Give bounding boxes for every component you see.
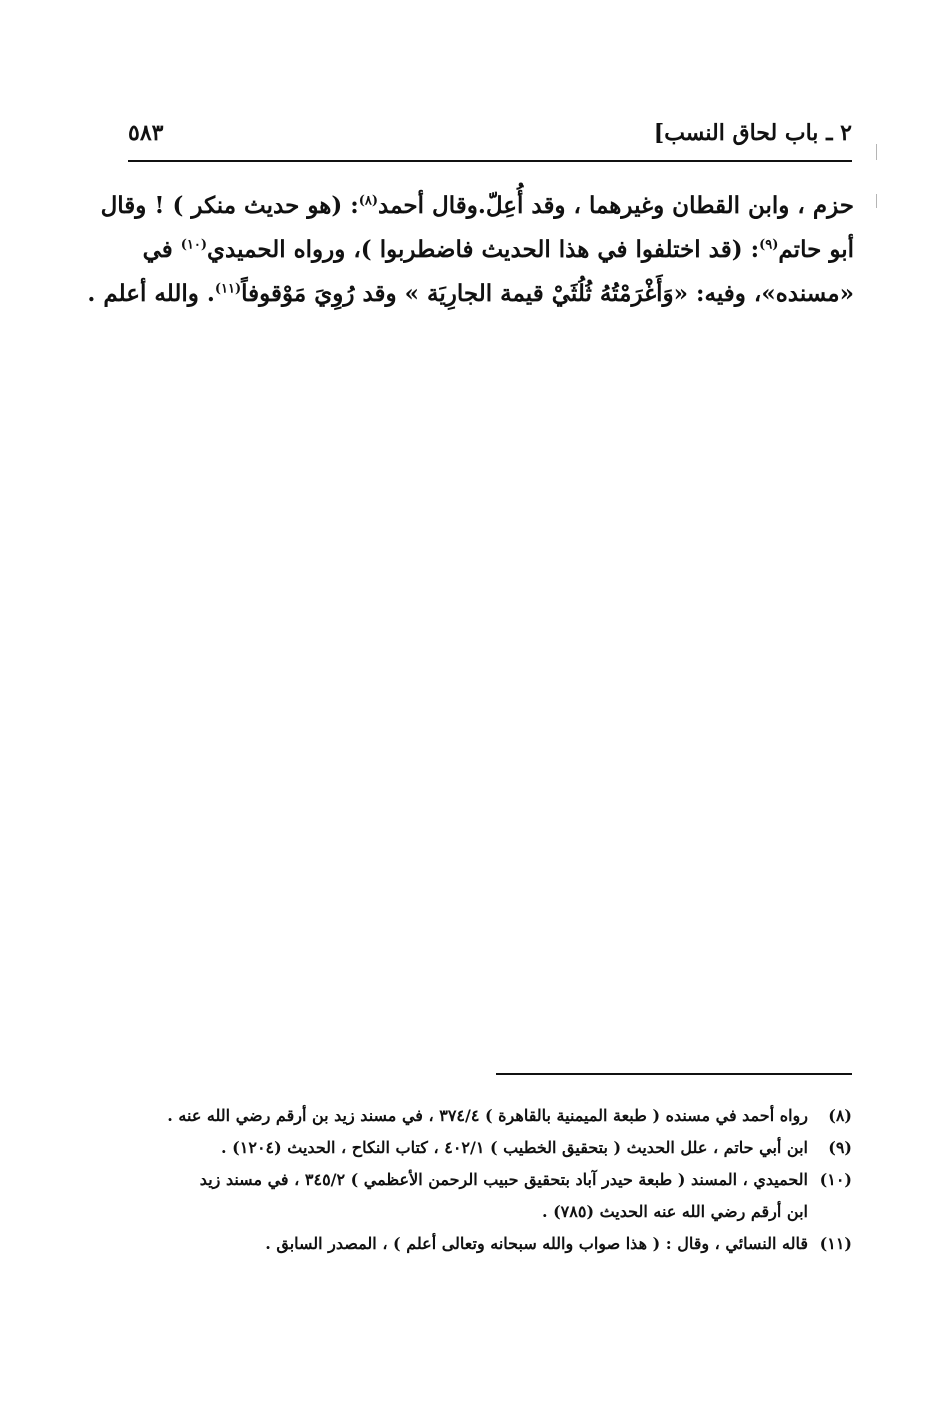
footnote-ref[interactable]: (١٠) bbox=[180, 237, 208, 253]
footnote-11 bbox=[124, 1228, 852, 1260]
footnote-8 bbox=[124, 1100, 852, 1132]
footnote-text: رواه أحمد في مسنده ( طبعة الميمنية بالقاهرة ) ٣٧٤/٤ ، في مسند زيد بن أرقم رضي الله عنه . bbox=[167, 1106, 808, 1125]
footnote-10-continuation: ابن أرقم رضي الله عنه الحديث (٧٨٥) . bbox=[541, 1202, 808, 1221]
footnote-ref[interactable]: (٩) bbox=[759, 237, 779, 253]
footnote-10 bbox=[124, 1164, 852, 1196]
chapter-title: ٢ ـ باب لحاق النسب] bbox=[653, 120, 852, 146]
footnote-number: (١١) bbox=[819, 1234, 852, 1253]
footnote-number: (٩) bbox=[828, 1138, 852, 1157]
main-text bbox=[87, 184, 854, 316]
footnote-ref[interactable]: (١١) bbox=[214, 281, 242, 297]
text-line: أبو حاتم$^{(٩)}$: (قد اختلفوا في هذا الحديث فاضطربوا )، ورواه الحميدي$^{(١٠)}$ في bbox=[142, 236, 854, 263]
margin-mark bbox=[876, 144, 877, 160]
running-header bbox=[128, 112, 852, 152]
footnotes bbox=[124, 1100, 852, 1260]
footnote-text: الحميدي ، المسند ( طبعة حيدر آباد بتحقيق حبيب الرحمن الأعظمي ) ٣٤٥/٢ ، في مسند زيد bbox=[199, 1170, 808, 1189]
footnote-separator bbox=[496, 1073, 852, 1075]
footnote-number: (٨) bbox=[828, 1106, 852, 1125]
footnote-ref[interactable]: (٨) bbox=[358, 193, 379, 209]
margin-mark bbox=[876, 194, 877, 208]
page-number: ٥٨٣ bbox=[128, 120, 164, 146]
text-line: «مسنده»، وفيه: «وَأَغْرَمْتُهُ ثُلُثَيْ قيمة الجارِيَة » وقد رُوِيَ مَوْقوفاً$^{(١١)}$. والله أعلم . bbox=[87, 280, 854, 307]
header-rule bbox=[128, 160, 852, 162]
footnote-text: ابن أبي حاتم ، علل الحديث ( بتحقيق الخطيب ) ٤٠٢/١ ، كتاب النكاح ، الحديث (١٢٠٤) . bbox=[221, 1138, 808, 1157]
footnote-text: قاله النسائي ، وقال : ( هذا صواب والله سبحانه وتعالى أعلم ) ، المصدر السابق . bbox=[265, 1234, 808, 1253]
footnote-9 bbox=[124, 1132, 852, 1164]
footnote-number: (١٠) bbox=[819, 1170, 852, 1189]
text-line: حزم ، وابن القطان وغيرهما ، وقد أُعِلّ.وقال أحمد$^{(٨)}$: (هو حديث منكر ) ! وقال bbox=[100, 192, 854, 219]
